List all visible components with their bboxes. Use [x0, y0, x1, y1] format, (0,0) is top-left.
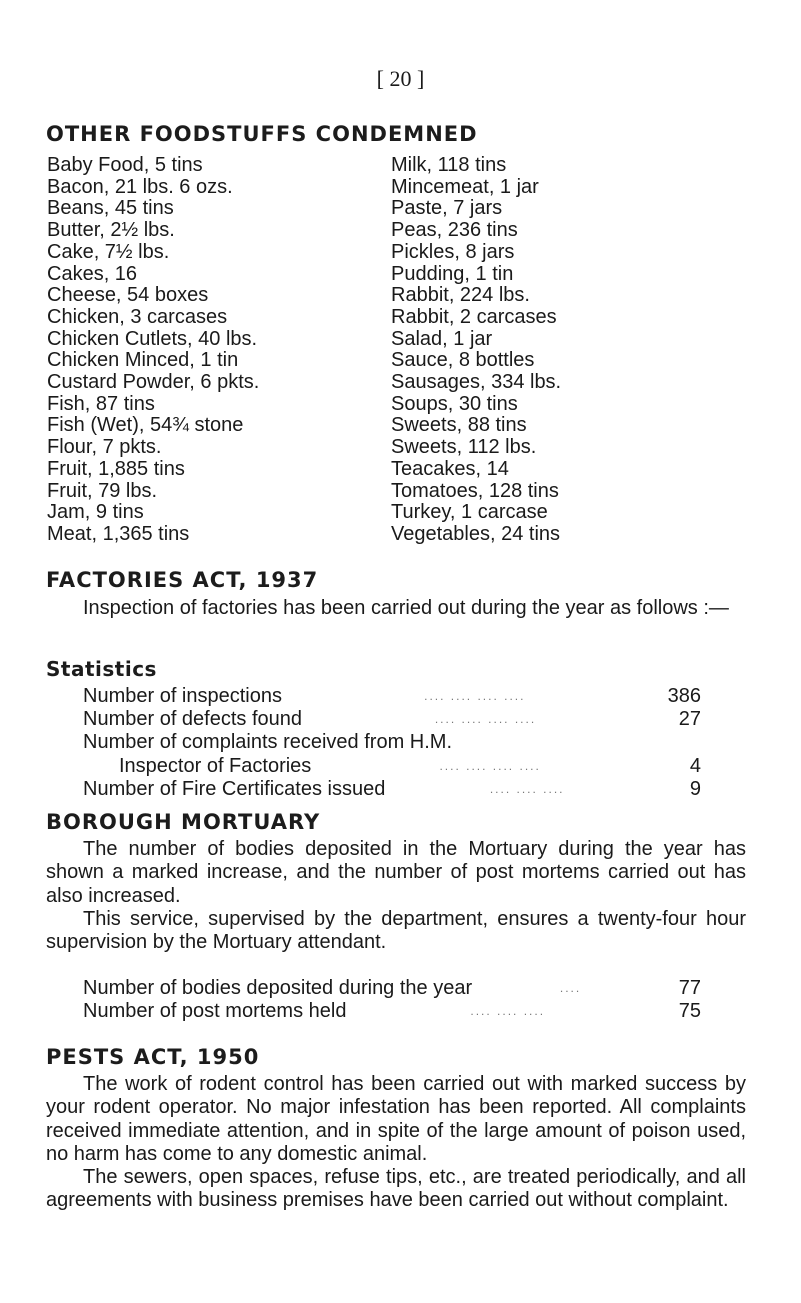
food-item: Custard Powder, 6 pkts.: [47, 371, 260, 394]
foodstuffs-heading: OTHER FOODSTUFFS CONDEMNED: [46, 122, 478, 146]
statistic-row: [83, 708, 701, 731]
statistic-value: 9: [689, 777, 701, 800]
food-item: Teacakes, 14: [391, 457, 509, 480]
statistic-value: 4: [689, 754, 701, 777]
food-item: Sweets, 88 tins: [391, 414, 527, 437]
statistic-value: 27: [678, 708, 701, 731]
food-item: Sauce, 8 bottles: [391, 349, 535, 372]
food-item: Sausages, 334 lbs.: [391, 371, 562, 394]
statistic-row: [83, 778, 701, 801]
leader-dots: .... .... ....: [470, 1004, 546, 1019]
mortuary-heading: BOROUGH MORTUARY: [46, 810, 321, 834]
statistic-row: [83, 685, 701, 708]
leader-dots: .... .... ....: [489, 781, 565, 796]
food-item: Pickles, 8 jars: [391, 240, 515, 263]
leader-dots: .... .... .... ....: [434, 712, 537, 727]
statistic-value: [669, 731, 701, 754]
food-item: Pudding, 1 tin: [391, 262, 514, 285]
food-item: Baby Food, 5 tins: [47, 154, 203, 176]
statistic-value: 75: [678, 1000, 701, 1023]
statistic-row: [83, 731, 701, 754]
statistic-label: Number of bodies deposited during the year: [83, 977, 473, 999]
statistics-heading: Statistics: [46, 657, 157, 681]
statistic-row: [83, 977, 701, 1000]
food-item: Cake, 7½ lbs.: [47, 240, 170, 263]
mortuary-text: [46, 838, 746, 954]
food-item: Beans, 45 tins: [47, 197, 174, 220]
mortuary-paragraph-1: The number of bodies deposited in the Mortuary during the year has shown a marked increase, and the number of post mortems carried out has also increased.: [46, 838, 746, 907]
mortuary-statistics: [83, 977, 701, 1023]
page-number: [ 20 ]: [376, 66, 425, 91]
food-item: Chicken Minced, 1 tin: [47, 349, 239, 372]
food-item: Fruit, 79 lbs.: [47, 479, 158, 502]
factories-heading: FACTORIES ACT, 1937: [46, 568, 319, 592]
factories-intro-text: Inspection of factories has been carried out during the year as follows :—: [83, 597, 729, 619]
food-item: Chicken Cutlets, 40 lbs.: [47, 327, 258, 350]
food-item: Tomatoes, 128 tins: [391, 479, 559, 502]
pests-paragraph-1: The work of rodent control has been carried out with marked success by your rodent operator. No major infestation has been reported. All complaints received immediate attention, and in spite of the large amount of poison used, no harm has come to any domestic animal.: [46, 1073, 746, 1165]
factories-statistics: [83, 685, 701, 801]
leader-dots: .... .... .... ....: [439, 758, 541, 773]
food-item: Bacon, 21 lbs. 6 ozs.: [47, 175, 233, 198]
food-item: Peas, 236 tins: [391, 219, 518, 242]
food-item: Meat, 1,365 tins: [47, 522, 190, 545]
food-item: Butter, 2½ lbs.: [47, 219, 175, 242]
food-item: Mincemeat, 1 jar: [391, 175, 539, 198]
pests-text: [46, 1073, 746, 1213]
food-item: Rabbit, 224 lbs.: [391, 284, 530, 307]
food-item: Chicken, 3 carcases: [47, 305, 228, 328]
statistic-value: 77: [678, 977, 701, 999]
food-item: Sweets, 112 lbs.: [391, 436, 537, 459]
leader-dots: .... .... .... ....: [424, 689, 526, 703]
food-item: Salad, 1 jar: [391, 327, 493, 350]
food-item: Fish (Wet), 54¾ stone: [47, 414, 244, 437]
mortuary-paragraph-2: This service, supervised by the department, ensures a twenty-four hour supervision by the Mortuary attendant.: [46, 907, 746, 954]
pests-paragraph-2: The sewers, open spaces, refuse tips, etc., are treated periodically, and all agreements with business premises have been carried out without complaint.: [46, 1166, 746, 1212]
food-item: Vegetables, 24 tins: [391, 522, 561, 545]
statistic-label: Number of Fire Certificates issued: [83, 777, 386, 800]
food-item: Turkey, 1 carcase: [391, 501, 548, 524]
pests-heading: PESTS ACT, 1950: [46, 1045, 260, 1069]
food-item: Milk, 118 tins: [391, 154, 507, 176]
food-item: Paste, 7 jars: [391, 197, 503, 220]
statistic-label: Number of post mortems held: [83, 1000, 347, 1023]
statistic-row: [83, 1000, 701, 1023]
statistic-label: Number of inspections: [83, 685, 282, 707]
statistic-label: Inspector of Factories: [119, 754, 312, 777]
food-item: Fruit, 1,885 tins: [47, 457, 185, 480]
statistic-label: Number of complaints received from H.M.: [83, 731, 453, 754]
food-item: Cheese, 54 boxes: [47, 284, 209, 307]
statistic-value: 386: [667, 685, 701, 707]
food-item: Cakes, 16: [47, 262, 138, 285]
foodstuffs-left-column: [47, 155, 259, 546]
food-item: Soups, 30 tins: [391, 392, 518, 415]
statistic-label: Number of defects found: [83, 708, 303, 731]
statistic-row: [83, 755, 701, 778]
factories-intro: [46, 597, 746, 620]
leader-dots: ....: [559, 981, 582, 995]
food-item: Fish, 87 tins: [47, 392, 155, 415]
foodstuffs-right-column: [391, 155, 561, 546]
food-item: Jam, 9 tins: [47, 501, 144, 524]
food-item: Flour, 7 pkts.: [47, 436, 162, 459]
leader-dots: [452, 731, 669, 754]
food-item: Rabbit, 2 carcases: [391, 305, 557, 328]
